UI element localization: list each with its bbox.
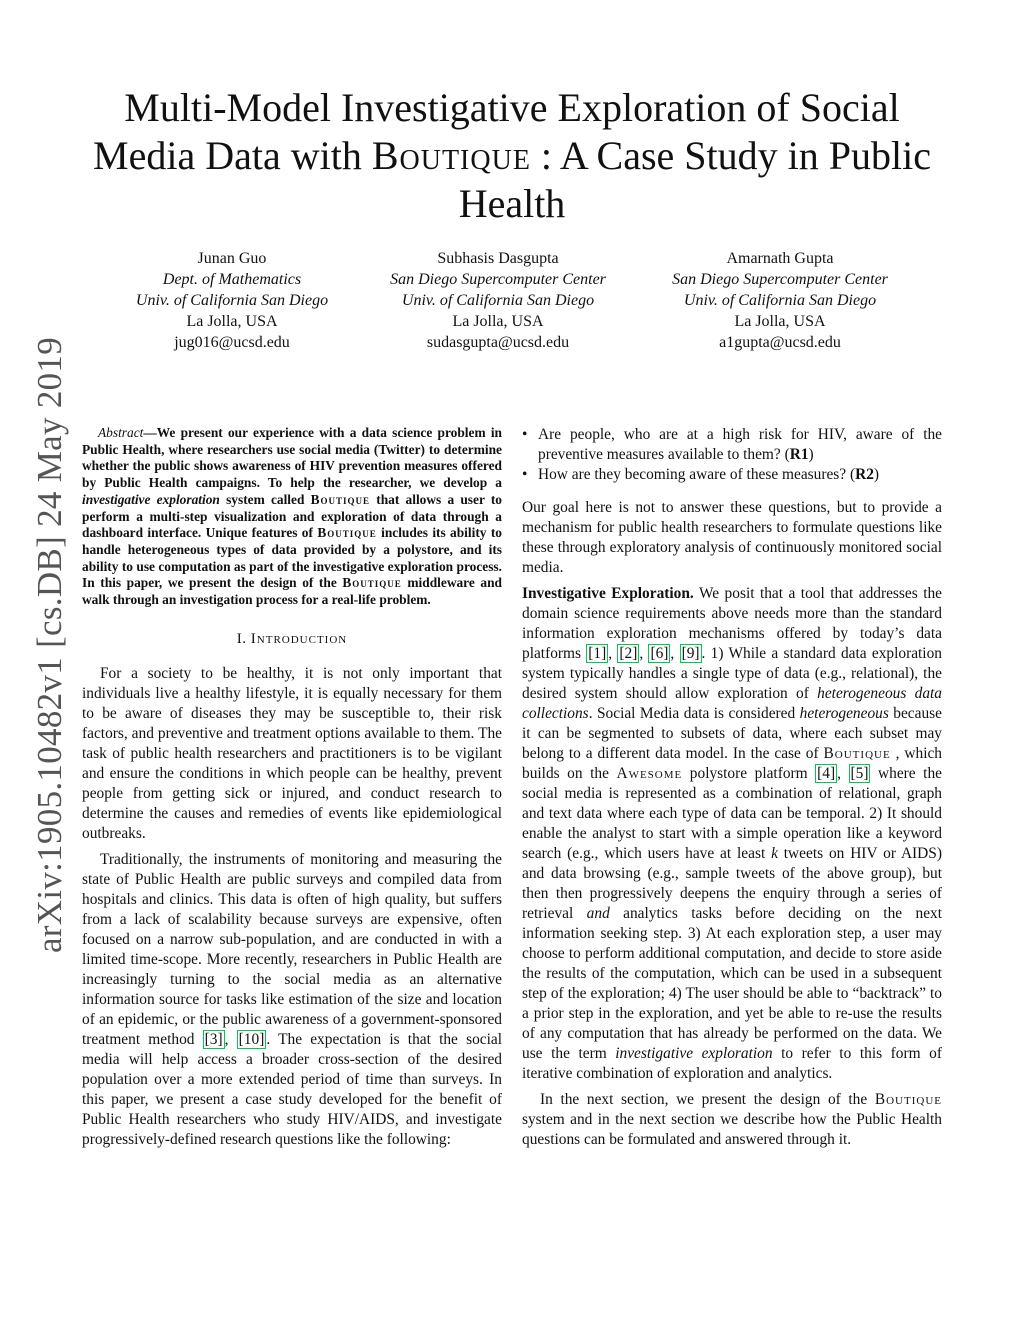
polystore-name: Awesome <box>616 765 683 782</box>
abstract-system-name: Boutique <box>310 491 371 507</box>
abstract-system-name: Boutique <box>317 525 377 541</box>
abstract-text: that allows a user to perform a multi-step visualization and exploration of data through a dashboard interface. Unique features of <box>82 491 502 541</box>
paper-title <box>80 84 944 228</box>
list-item <box>538 465 942 485</box>
intro-paragraph-2 <box>82 850 502 1150</box>
citation-separator: , <box>837 765 849 782</box>
abstract-text: includes its ability to handle heterogeneous types of data provided by a polystore, and its ability to use computation as part of the investigative exploration process. In this paper, we present the design of the <box>82 525 502 591</box>
citation-link[interactable]: [6] <box>650 645 669 662</box>
paragraph-emphasis: and <box>586 905 610 922</box>
intro-paragraph-1: For a society to be healthy, it is not only important that individuals live a healthy lifestyle, it is equally necessary for them to be aware of diseases they may be susceptible to, their risk factors, and preventive and treatment options available to them. The task of public health researchers and practitioners is to be vigilant and ensure the conditions in which people can be healthy, prevent people from getting sick or injured, and conduct research to determine the causes and remedies of events like epidemiological outbreaks. <box>82 664 502 842</box>
abstract-emphasis: investigative exploration <box>82 491 220 507</box>
right-column <box>522 425 942 1150</box>
paragraph-text: because it can be segmented to subsets of data, where each subset may belong to a different data model. In the case of <box>522 705 942 762</box>
question-close: ) <box>873 466 880 483</box>
title-system-name: Boutique <box>371 133 531 178</box>
citation-link[interactable]: [1] <box>588 645 607 662</box>
citation-separator: , <box>670 645 680 662</box>
author-univ: Univ. of California San Diego <box>135 292 329 309</box>
question-text: Are people, who are at a high risk for HIV, aware of the preventive measures available to them? ( <box>538 426 942 463</box>
paragraph-text: , which builds on the <box>522 745 942 782</box>
author-email[interactable]: a1gupta@ucsd.edu <box>719 334 841 351</box>
paragraph-emphasis: investigative exploration <box>615 1045 773 1062</box>
paragraph-text: analytics tasks before deciding on the next information seeking step. 3) At each exploration step, a user may choose to perform additional computation, and decide to store aside the results of the computation, which can be used in a subsequent step of the exploration; 4) The user should be able to “backtrack” to a prior step in the exploration, and yet be able to re-use the results of any computation that has already be performed on the data. We use the term <box>522 905 942 1062</box>
question-close: ) <box>808 446 814 463</box>
next-section-paragraph <box>522 1090 942 1150</box>
author-dept: San Diego Supercomputer Center <box>672 271 888 288</box>
paragraph-text: . Social Media data is considered <box>588 705 800 722</box>
system-name: Boutique <box>823 745 891 762</box>
paragraph-text: . The expectation is that the social media will help access a broader cross-section of the desired population over a more extended period of time than surveys. In this paper, we present a case study developed for the benefit of Public Health researchers who study HIV/AIDS, and investigate progressively-defined research questions like the following: <box>82 1030 502 1148</box>
paragraph-text: We posit that a tool that addresses the domain science requirements above needs more than the standard information exploration mechanisms offered by today’s data platforms <box>522 585 942 662</box>
abstract-text: middleware and walk through an investigation process for a real-life problem. <box>82 575 502 608</box>
abstract-label: Abstract <box>98 425 144 440</box>
paragraph-text: tweets on HIV or AIDS) and data browsing (e.g., sample tweets of the above group), but then then progressively deepens the enquiry through a series of retrieval <box>522 845 942 922</box>
citation-link[interactable]: [4] <box>817 765 836 782</box>
citation-link[interactable]: [2] <box>619 645 638 662</box>
abstract-system-name: Boutique <box>342 575 402 591</box>
abstract <box>82 425 502 609</box>
section-heading-introduction <box>82 629 502 649</box>
author-2 <box>358 248 638 353</box>
author-univ: Univ. of California San Diego <box>683 292 877 309</box>
question-tag: R1 <box>789 446 809 463</box>
paragraph-text: Traditionally, the instruments of monitoring and measuring the state of Public Health are public surveys and compiled data from hospitals and clinics. This data is often of high quality, but suffers from a lack of scalability because surveys are expensive, often focused on a narrow sub-population, and are conducted in with a limited time-scope. More recently, researchers in Public Health are increasingly turning to the social media as an alternative information source for tasks like estimation of the size and location of an epidemic, or the public awareness of a government-sponsored treatment method <box>82 850 502 1048</box>
author-name: Junan Guo <box>197 250 267 267</box>
arxiv-stamp-container <box>20 336 80 954</box>
paragraph-text: system and in the next section we describe how the Public Health questions can be formulated and answered through it. <box>522 1111 942 1148</box>
author-name: Amarnath Gupta <box>726 250 834 267</box>
title-part-2: : A Case Study in Public Health <box>458 133 931 226</box>
paragraph-text: where the social media is represented as a combination of relational, graph and text data where each type of data can be temporal. 2) It should enable the analyst to start with a simple operation like a keyword search (e.g., which users have at least <box>522 765 942 862</box>
math-variable: k <box>771 845 778 862</box>
citation-link[interactable]: [5] <box>850 765 869 782</box>
left-column <box>82 425 502 1150</box>
question-text: How are they becoming aware of these measures? ( <box>538 466 856 483</box>
author-univ: Univ. of California San Diego <box>401 292 595 309</box>
citation-separator: , <box>224 1030 237 1048</box>
author-email[interactable]: jug016@ucsd.edu <box>174 334 290 351</box>
system-name: Boutique <box>874 1091 942 1108</box>
citation-separator: , <box>639 645 649 662</box>
citation-separator: , <box>608 645 618 662</box>
author-1 <box>92 248 372 353</box>
paragraph-text: . 1) While a standard data exploration system typically handles a single type of data (e.g., relational), the desired system should allow exploration of <box>522 645 942 702</box>
research-questions-list <box>522 425 942 485</box>
list-item <box>538 425 942 465</box>
abstract-text: We present our experience with a data science problem in Public Health, where researchers use social media (Twitter) to determine whether the public shows awareness of HIV prevention measures offered by Public Health campaigns. To help the researcher, we develop a <box>82 425 502 491</box>
author-dept: Dept. of Mathematics <box>162 271 302 288</box>
arxiv-stamp: arXiv:1905.10482v1 [cs.DB] 24 May 2019 <box>30 336 69 954</box>
paragraph-heading: Investigative Exploration. <box>522 585 694 602</box>
investigative-paragraph <box>522 584 942 1084</box>
author-name: Subhasis Dasgupta <box>437 250 559 267</box>
section-numeral: I. <box>236 630 251 647</box>
author-email[interactable]: sudasgupta@ucsd.edu <box>426 334 570 351</box>
paragraph-emphasis: heterogeneous data collections <box>522 685 942 722</box>
paragraph-emphasis: heterogeneous <box>799 705 889 722</box>
section-title: Introduction <box>250 630 348 647</box>
author-block <box>80 248 944 358</box>
abstract-text: system called <box>219 491 311 507</box>
paragraph-text: to refer to this form of iterative combination of exploration and analytics. <box>522 1045 942 1082</box>
author-location: La Jolla, USA <box>186 313 278 330</box>
author-3 <box>640 248 920 353</box>
paragraph-text: polystore platform <box>682 765 816 782</box>
title-part-1: Multi-Model Investigative Exploration of Social Media Data with <box>93 85 900 178</box>
abstract-dash: — <box>143 425 157 440</box>
goal-paragraph: Our goal here is not to answer these questions, but to provide a mechanism for public health researchers to formulate questions like these through exploratory analysis of continuously monitored social media. <box>522 499 942 576</box>
author-dept: San Diego Supercomputer Center <box>390 271 606 288</box>
author-location: La Jolla, USA <box>734 313 826 330</box>
citation-link[interactable]: [10] <box>238 1030 265 1048</box>
paragraph-text: In the next section, we present the design of the <box>540 1091 875 1108</box>
author-location: La Jolla, USA <box>452 313 544 330</box>
question-tag: R2 <box>855 466 874 483</box>
citation-link[interactable]: [9] <box>681 645 700 662</box>
citation-link[interactable]: [3] <box>204 1030 223 1048</box>
